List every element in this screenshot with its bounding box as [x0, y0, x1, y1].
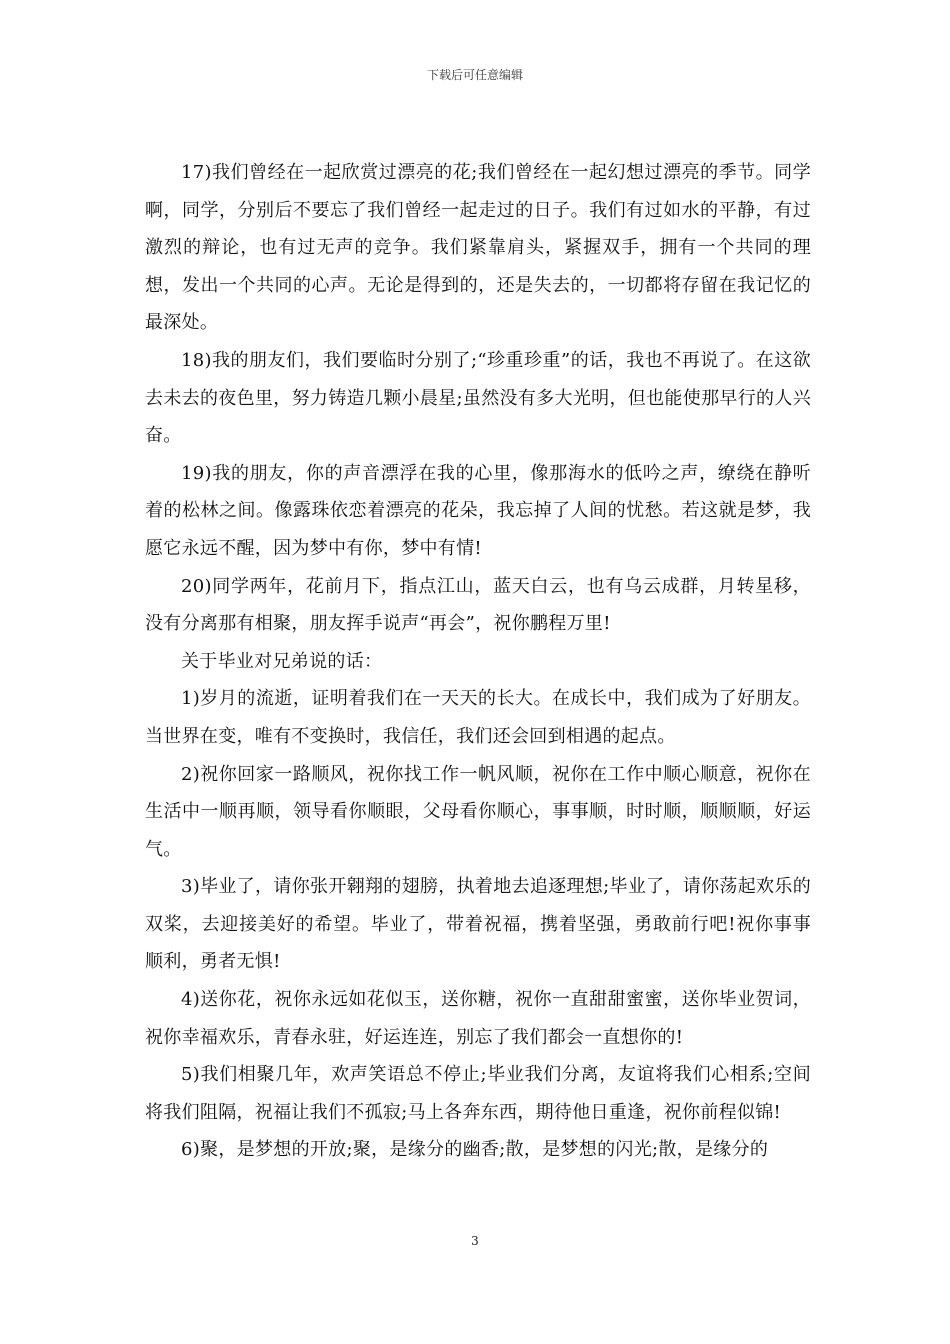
document-body — [145, 154, 811, 1169]
paragraph-20: 20)同学两年，花前月下，指点江山，蓝天白云，也有乌云成群，月转星移，没有分离那有相聚，朋友挥手说声“再会”，祝你鹏程万里! — [145, 575, 811, 635]
paragraph-2: 2)祝你回家一路顺风，祝你找工作一帆风顺，祝你在工作中顺心顺意，祝你在生活中一顺再顺，领导看你顺眼，父母看你顺心，事事顺，时时顺，顺顺顺，好运气。 — [145, 763, 811, 860]
paragraph-3: 3)毕业了，请你张开翱翔的翅膀，执着地去追逐理想;毕业了，请你荡起欢乐的双桨，去迎接美好的希望。毕业了，带着祝福，携着坚强，勇敢前行吧!祝你事事顺利，勇者无惧! — [145, 876, 811, 973]
paragraph-5: 5)我们相聚几年，欢声笑语总不停止;毕业我们分离，友谊将我们心相系;空间将我们阻隔，祝福让我们不孤寂;马上各奔东西，期待他日重逢，祝你前程似锦! — [145, 1064, 811, 1123]
section-heading: 关于毕业对兄弟说的话： — [181, 650, 383, 672]
page-number: 3 — [471, 1234, 479, 1248]
paragraph-19: 19)我的朋友，你的声音漂浮在我的心里，像那海水的低吟之声，缭绕在静听着的松林之间。像露珠依恋着漂亮的花朵，我忘掉了人间的忧愁。若这就是梦，我愿它永远不醒，因为梦中有你，梦中有情! — [145, 462, 811, 559]
paragraph-4: 4)送你花，祝你永远如花似玉，送你糖，祝你一直甜甜蜜蜜，送你毕业贺词，祝你幸福欢乐，青春永驻，好运连连，别忘了我们都会一直想你的! — [145, 989, 811, 1048]
paragraph-6: 6)聚，是梦想的开放;聚，是缘分的幽香;散，是梦想的闪光;散，是缘分的 — [181, 1139, 769, 1161]
paragraph-18: 18)我的朋友们，我们要临时分别了;“珍重珍重”的话，我也不再说了。在这欲去未去的夜色里，努力铸造几颗小晨星;虽然没有多大光明，但也能使那早行的人兴奋。 — [145, 349, 811, 447]
paragraph-17: 17)我们曾经在一起欣赏过漂亮的花;我们曾经在一起幻想过漂亮的季节。同学啊，同学，分别后不要忘了我们曾经一起走过的日子。我们有过如水的平静，有过激烈的辩论，也有过无声的竞争。我们紧靠肩头，紧握双手，拥有一个共同的理想，发出一个共同的心声。无论是得到的，还是失去的，一切都将存留在我记忆的最深处。 — [145, 162, 811, 334]
page-header-note: 下载后可任意编辑 — [426, 68, 523, 82]
paragraph-1: 1)岁月的流逝，证明着我们在一天天的长大。在成长中，我们成为了好朋友。当世界在变，唯有不变换时，我信任，我们还会回到相遇的起点。 — [145, 688, 811, 747]
